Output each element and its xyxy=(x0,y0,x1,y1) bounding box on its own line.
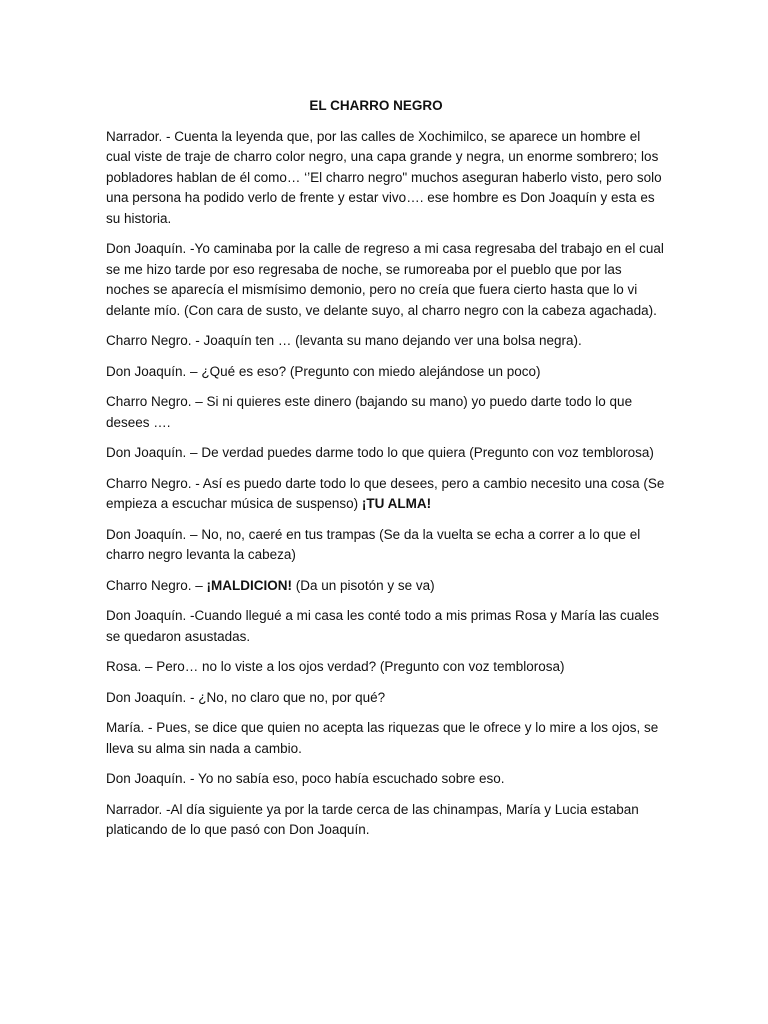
paragraph-don-joaquin-4 xyxy=(106,525,666,566)
paragraph-text: Charro Negro. - Así es puedo darte todo lo que desees, pero a cambio necesito una cosa (Se empieza a escuchar música de suspenso) xyxy=(106,475,665,511)
paragraph-text: Charro Negro. - Joaquín ten … (levanta su mano dejando ver una bolsa negra). xyxy=(106,333,582,348)
paragraph-text: Don Joaquín. – De verdad puedes darme todo lo que quiera (Pregunto con voz temblorosa) xyxy=(106,445,654,460)
paragraph-text: Don Joaquín. -Cuando llegué a mi casa les conté todo a mis primas Rosa y María las cuales se quedaron asustadas. xyxy=(106,608,660,644)
paragraph-don-joaquin-3 xyxy=(106,443,666,464)
paragraph-rosa-1 xyxy=(106,657,666,678)
document-title: EL CHARRO NEGRO xyxy=(309,98,443,113)
paragraph-charro-negro-2 xyxy=(106,392,666,433)
paragraph-text: María. - Pues, se dice que quien no acepta las riquezas que le ofrece y lo mire a los ojos, se lleva su alma sin nada a cambio. xyxy=(106,720,659,756)
emphasis-text: ¡TU ALMA! xyxy=(361,496,432,511)
paragraph-don-joaquin-1 xyxy=(106,239,666,321)
paragraph-narrador-2 xyxy=(106,800,666,841)
paragraph-don-joaquin-2 xyxy=(106,362,666,383)
paragraph-text: Don Joaquín. - Yo no sabía eso, poco había escuchado sobre eso. xyxy=(106,771,505,786)
paragraph-don-joaquin-5 xyxy=(106,606,666,647)
paragraph-charro-negro-4 xyxy=(106,576,666,597)
paragraph-text-tail: (Da un pisotón y se va) xyxy=(292,577,435,593)
paragraph-don-joaquin-7 xyxy=(106,769,666,790)
paragraph-text: Narrador. -Al día siguiente ya por la tarde cerca de las chinampas, María y Lucia estaban platicando de lo que pasó con Don Joaquín. xyxy=(106,801,639,837)
paragraph-narrador-intro xyxy=(106,127,666,230)
paragraph-text: Charro Negro. – Si ni quieres este dinero (bajando su mano) yo puedo darte todo lo que desees …. xyxy=(106,394,633,430)
paragraph-text: Charro Negro. – xyxy=(106,577,207,593)
paragraph-don-joaquin-6 xyxy=(106,688,666,709)
paragraph-text: Don Joaquín. – No, no, caeré en tus trampas (Se da la vuelta se echa a correr a lo que el charro negro levanta la cabeza) xyxy=(106,526,641,562)
paragraph-charro-negro-1 xyxy=(106,331,666,352)
paragraph-maria-1 xyxy=(106,718,666,759)
emphasis-text: ¡MALDICION! xyxy=(206,577,293,593)
paragraph-text: Narrador. - Cuenta la leyenda que, por las calles de Xochimilco, se aparece un hombre el cual viste de traje de charro color negro, una capa grande y negra, un enorme sombrero; los pobladores hablan de él como… ‘’El charro negro" muchos aseguran haberlo visto, pero solo una persona ha podido verlo de frente y estar vivo…. ese hombre es Don Joaquín y esta es su historia. xyxy=(106,128,662,226)
paragraph-text: Rosa. – Pero… no lo viste a los ojos verdad? (Pregunto con voz temblorosa) xyxy=(106,659,565,674)
paragraph-text: Don Joaquín. -Yo caminaba por la calle de regreso a mi casa regresaba del trabajo en el cual se me hizo tarde por eso regresaba de noche, se rumoreaba por el pueblo que por las noches se aparecía el mismísimo demonio, pero no creía que fuera cierto hasta que lo vi delante mío. (Con cara de susto, ve delante suyo, al charro negro con la cabeza agachada). xyxy=(106,241,664,318)
paragraph-charro-negro-3 xyxy=(106,474,666,515)
paragraph-text: Don Joaquín. – ¿Qué es eso? (Pregunto con miedo alejándose un poco) xyxy=(106,363,541,379)
document-page xyxy=(106,96,666,851)
paragraph-text: Don Joaquín. - ¿No, no claro que no, por qué? xyxy=(106,689,386,705)
